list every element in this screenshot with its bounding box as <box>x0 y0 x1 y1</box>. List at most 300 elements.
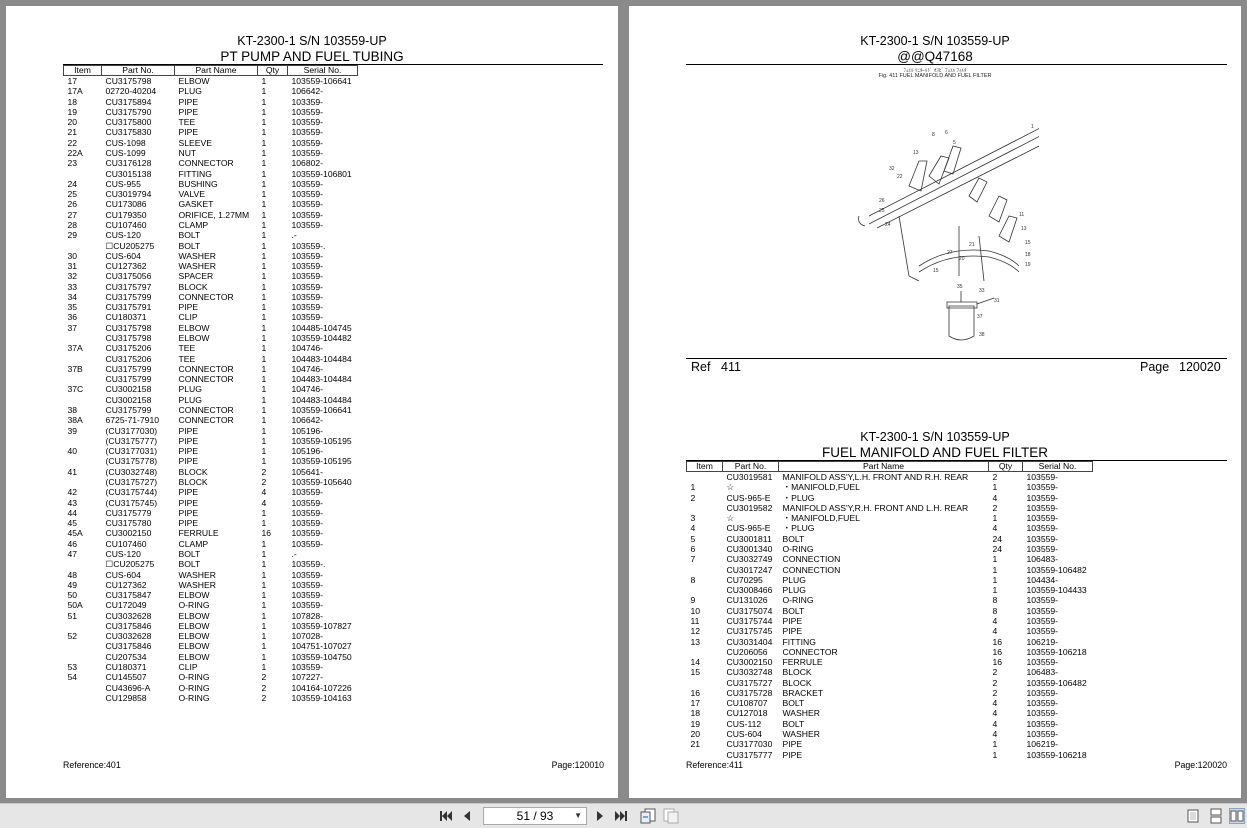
serial-no-cell: 103559- <box>291 106 324 117</box>
part-no-cell: (CU3175777) <box>105 435 158 446</box>
table-row <box>687 637 1093 647</box>
svg-text:5: 5 <box>953 140 956 146</box>
table-row <box>64 179 358 189</box>
part-no-cell: CUS-965-E <box>726 523 771 534</box>
serial-no-cell: 103559- <box>291 538 324 549</box>
part-no-cell: CU3001340 <box>726 543 773 554</box>
table-row <box>64 148 358 158</box>
table-row <box>687 626 1093 636</box>
serial-no-cell: 103559- <box>291 569 324 580</box>
part-name-cell: PIPE <box>178 446 199 457</box>
qty-cell: 4 <box>992 626 998 637</box>
part-no-cell: CUS-604 <box>726 729 762 740</box>
table-row <box>687 729 1093 739</box>
item-cell: 20 <box>690 729 701 740</box>
serial-no-cell: 103559- <box>291 302 324 313</box>
part-name-cell: PIPE <box>178 497 199 508</box>
part-name-cell: BLOCK <box>782 677 812 688</box>
part-name-cell: ・MANIFOLD,FUEL <box>782 482 860 493</box>
col-serial-no: Serial No. <box>1023 462 1093 472</box>
table-row <box>687 616 1093 626</box>
item-cell <box>64 641 102 651</box>
part-name-cell: ELBOW <box>178 76 210 86</box>
part-no-cell: CU173086 <box>105 199 147 210</box>
svg-text:25: 25 <box>879 208 885 214</box>
part-no-cell: CU70295 <box>726 574 763 585</box>
part-name-cell: FERRULE <box>782 657 823 668</box>
part-name-cell: ELBOW <box>178 590 210 601</box>
serial-no-cell: 106642- <box>291 415 324 426</box>
qty-cell: 1 <box>261 127 267 138</box>
serial-no-cell: 103559- <box>291 250 324 261</box>
serial-no-cell: 104485-104745 <box>291 322 352 333</box>
svg-text:20: 20 <box>959 256 965 262</box>
part-no-cell: ☆ <box>726 482 735 493</box>
serial-no-cell: 103559-. <box>291 240 326 251</box>
item-cell: 12 <box>690 626 701 637</box>
part-no-cell: (CU3177030) <box>105 425 158 436</box>
part-no-cell: CU3031404 <box>726 636 773 647</box>
qty-cell: 1 <box>261 538 267 549</box>
part-name-cell: CONNECTOR <box>178 415 234 426</box>
part-no-cell: CU3002150 <box>105 528 152 539</box>
svg-text:33: 33 <box>979 288 985 294</box>
col-part-name: Part Name <box>175 66 258 76</box>
table-row <box>687 667 1093 677</box>
part-name-cell: CONNECTOR <box>178 374 234 385</box>
part-name-cell: SPACER <box>178 271 214 282</box>
qty-cell: 1 <box>261 230 267 241</box>
part-name-cell: FITTING <box>782 636 816 647</box>
part-name-cell: ORIFICE, 1.27MM <box>178 209 250 220</box>
part-no-cell: (CU3177031) <box>105 446 158 457</box>
table-row <box>687 493 1093 503</box>
serial-no-cell: 103559- <box>291 291 324 302</box>
part-no-cell: (CU3175778) <box>105 456 158 467</box>
part-name-cell: WASHER <box>178 569 216 580</box>
item-cell: 17A <box>67 86 83 97</box>
serial-no-cell: 106802- <box>291 158 324 169</box>
table-row <box>687 503 1093 513</box>
part-no-cell: CU3175056 <box>105 271 152 282</box>
serial-no-cell: 103559- <box>291 600 324 611</box>
table-row <box>64 138 358 148</box>
serial-no-cell: 103559- <box>291 662 324 673</box>
serial-no-cell: 107227- <box>291 672 324 683</box>
part-name-cell: CLAMP <box>178 219 209 230</box>
table-row <box>687 472 1093 483</box>
part-name-cell: CLAMP <box>178 538 209 549</box>
part-name-cell: ・MANIFOLD,FUEL <box>782 513 860 524</box>
part-name-cell: TEE <box>178 343 196 354</box>
table-row <box>64 611 358 621</box>
svg-text:24: 24 <box>885 222 891 228</box>
part-no-cell: CU107460 <box>105 538 147 549</box>
item-cell: 10 <box>690 605 701 616</box>
table-row <box>64 117 358 127</box>
qty-cell: 2 <box>261 682 267 693</box>
serial-no-cell: 104751-107027 <box>291 641 352 652</box>
table-row <box>64 477 358 487</box>
part-name-cell: CONNECTOR <box>178 158 234 169</box>
qty-cell: 1 <box>261 261 267 272</box>
col-qty: Qty <box>258 66 288 76</box>
part-no-cell: CU108707 <box>726 698 768 709</box>
item-cell: 44 <box>67 507 78 518</box>
table-row <box>64 333 358 343</box>
part-name-cell: SLEEVE <box>178 137 212 148</box>
part-name-cell: WASHER <box>178 250 216 261</box>
table-row <box>687 595 1093 605</box>
part-name-cell: BLOCK <box>178 281 208 292</box>
serial-no-cell: 103559- <box>1026 595 1059 606</box>
svg-text:15: 15 <box>933 268 939 274</box>
qty-cell: 4 <box>992 698 998 709</box>
serial-no-cell: 103559- <box>1026 687 1059 698</box>
part-no-cell: CU172049 <box>105 600 147 611</box>
qty-cell: 1 <box>261 363 267 374</box>
serial-no-cell: .- <box>291 548 297 559</box>
part-no-cell: CU3019582 <box>726 502 773 513</box>
item-cell: 1 <box>690 482 696 493</box>
qty-cell: 1 <box>261 240 267 251</box>
serial-no-cell: 103559-106218 <box>1026 646 1087 657</box>
serial-no-cell: 103559- <box>1026 482 1059 493</box>
serial-no-cell: 103559-106482 <box>1026 564 1087 575</box>
qty-cell: 1 <box>261 435 267 446</box>
item-cell: 33 <box>67 281 78 292</box>
part-name-cell: PLUG <box>178 394 202 405</box>
item-cell <box>64 354 102 364</box>
part-no-cell: CU3032628 <box>105 610 152 621</box>
item-cell: 30 <box>67 250 78 261</box>
part-name-cell: CONNECTOR <box>178 405 234 415</box>
part-no-cell: CU3032749 <box>726 554 773 565</box>
part-no-cell: CU3019794 <box>105 189 152 200</box>
table-row <box>64 621 358 631</box>
part-name-cell: NUT <box>178 147 197 158</box>
item-cell: 37C <box>67 384 84 395</box>
qty-cell: 2 <box>261 692 267 703</box>
col-item: Item <box>687 462 723 472</box>
table-row <box>64 395 358 405</box>
svg-text:1: 1 <box>1031 124 1034 130</box>
qty-cell: 1 <box>261 250 267 261</box>
item-cell: 31 <box>67 261 78 272</box>
svg-text:19: 19 <box>1025 262 1031 268</box>
table-row <box>64 549 358 559</box>
svg-text:13: 13 <box>1021 226 1027 232</box>
qty-cell: 1 <box>261 446 267 457</box>
item-cell: 47 <box>67 548 78 559</box>
item-cell: 51 <box>67 610 78 621</box>
qty-cell: 1 <box>261 322 267 333</box>
qty-cell: 1 <box>261 610 267 621</box>
serial-no-cell: 104164-107226 <box>291 682 352 693</box>
qty-cell: 1 <box>261 641 267 652</box>
qty-cell: 1 <box>261 384 267 395</box>
part-name-cell: CONNECTOR <box>178 291 234 302</box>
part-name-cell: PIPE <box>178 487 199 498</box>
item-cell <box>687 647 723 657</box>
part-name-cell: BOLT <box>782 718 805 729</box>
part-name-cell: PIPE <box>178 127 199 138</box>
continuous-view-icon[interactable] <box>1208 808 1224 824</box>
part-name-cell: BOLT <box>178 230 201 241</box>
serial-no-cell: 106483- <box>1026 554 1059 565</box>
serial-no-cell: 103559- <box>1026 626 1059 637</box>
item-cell: 22A <box>67 147 83 158</box>
qty-cell: 1 <box>261 425 267 436</box>
part-name-cell: WASHER <box>782 729 820 740</box>
item-cell: 40 <box>67 446 78 457</box>
svg-text:38: 38 <box>979 332 985 338</box>
part-name-cell: BLOCK <box>782 667 812 678</box>
item-cell: 37A <box>67 343 83 354</box>
qty-cell: 24 <box>992 543 1003 554</box>
item-cell: 46 <box>67 538 78 549</box>
col-item: Item <box>64 66 102 76</box>
serial-no-cell: 103559- <box>1026 533 1059 544</box>
part-name-cell: BOLT <box>782 533 805 544</box>
table-row <box>64 662 358 672</box>
table-row <box>64 559 358 569</box>
part-name-cell: BOLT <box>178 240 201 251</box>
right-page-model: KT-2300-1 S/N 103559-UP <box>860 430 1010 444</box>
svg-text:37: 37 <box>977 314 983 320</box>
serial-no-cell: 103559- <box>1026 718 1059 729</box>
qty-cell: 2 <box>992 687 998 698</box>
table-row <box>64 220 358 230</box>
col-serial-no: Serial No. <box>288 66 358 76</box>
part-no-cell: CU3175728 <box>726 687 773 698</box>
serial-no-cell: 103559- <box>1026 513 1059 524</box>
part-name-cell: PIPE <box>178 425 199 436</box>
serial-no-cell: 103559- <box>1026 657 1059 668</box>
part-no-cell: CU131026 <box>726 595 768 606</box>
part-name-cell: FITTING <box>178 168 212 179</box>
svg-text:18: 18 <box>1025 252 1031 258</box>
serial-no-cell: 103559-104750 <box>291 651 352 662</box>
table-row <box>687 565 1093 575</box>
item-cell: 28 <box>67 219 78 230</box>
part-name-cell: CONNECTION <box>782 564 841 575</box>
ref-label: Ref <box>691 360 711 374</box>
serial-no-cell: 104434- <box>1026 574 1059 585</box>
item-cell: 54 <box>67 672 78 683</box>
right-table-header <box>687 462 1093 472</box>
table-row <box>64 292 358 302</box>
two-page-view-icon[interactable] <box>1229 808 1245 824</box>
item-cell <box>64 477 102 487</box>
part-no-cell: CU3019581 <box>726 472 773 482</box>
part-name-cell: O-RING <box>782 595 814 606</box>
item-cell <box>687 503 723 513</box>
part-name-cell: BRACKET <box>782 687 824 698</box>
part-name-cell: PIPE <box>178 106 199 117</box>
part-name-cell: MANIFOLD ASS'Y,L.H. FRONT AND R.H. REAR <box>782 472 969 482</box>
part-no-cell: (CU3175745) <box>105 497 158 508</box>
serial-no-cell: 104483-104484 <box>291 353 352 364</box>
table-row <box>687 482 1093 492</box>
qty-cell: 2 <box>261 466 267 477</box>
qty-cell: 1 <box>261 209 267 220</box>
table-row <box>687 544 1093 554</box>
serial-no-cell: 104746- <box>291 384 324 395</box>
part-no-cell: CU3175074 <box>726 605 773 616</box>
part-name-cell: O-RING <box>178 682 210 693</box>
svg-text:13: 13 <box>913 150 919 156</box>
serial-no-cell: 103559- <box>291 209 324 220</box>
part-no-cell: CUS-965-E <box>726 492 771 503</box>
part-name-cell: BOLT <box>782 605 805 616</box>
single-page-view-icon[interactable] <box>1185 808 1201 824</box>
part-name-cell: ELBOW <box>178 322 210 333</box>
item-cell: 52 <box>67 631 78 642</box>
part-name-cell: ・PLUG <box>782 523 815 534</box>
qty-cell: 2 <box>261 672 267 683</box>
qty-cell: 1 <box>261 548 267 559</box>
left-page-model: KT-2300-1 S/N 103559-UP <box>237 34 387 48</box>
page-number-select[interactable] <box>483 807 587 825</box>
serial-no-cell: 103559- <box>1026 729 1059 740</box>
item-cell <box>64 241 102 251</box>
table-row <box>687 513 1093 523</box>
table-row <box>64 169 358 179</box>
table-row <box>64 282 358 292</box>
table-row <box>64 189 358 199</box>
item-cell: 22 <box>67 137 78 148</box>
table-row <box>687 606 1093 616</box>
prev-page-icon[interactable] <box>459 808 475 824</box>
go-back-icon[interactable] <box>640 808 656 824</box>
table-row <box>64 343 358 353</box>
item-cell: 21 <box>67 127 78 138</box>
table-row <box>64 693 358 703</box>
part-no-cell: CU3176128 <box>105 158 152 169</box>
part-no-cell: CU3002158 <box>105 394 152 405</box>
qty-cell: 1 <box>992 554 998 565</box>
table-row <box>64 374 358 384</box>
part-no-cell: CU3175798 <box>105 322 152 333</box>
part-no-cell: CU3008466 <box>726 585 773 596</box>
serial-no-cell: 103559-106801 <box>291 168 352 179</box>
part-no-cell: CU3175800 <box>105 117 152 128</box>
go-forward-icon[interactable] <box>663 808 679 824</box>
item-cell: 19 <box>690 718 701 729</box>
item-cell: 24 <box>67 178 78 189</box>
serial-no-cell: 103559- <box>291 199 324 210</box>
next-page-icon[interactable] <box>592 808 608 824</box>
part-no-cell: CU145507 <box>105 672 147 683</box>
qty-cell: 4 <box>261 497 267 508</box>
table-row <box>64 158 358 168</box>
item-cell: 36 <box>67 312 78 323</box>
item-cell <box>64 456 102 466</box>
part-name-cell: FERRULE <box>178 528 219 539</box>
qty-cell: 1 <box>992 482 998 493</box>
first-page-icon[interactable] <box>438 808 454 824</box>
part-name-cell: ELBOW <box>178 651 210 662</box>
qty-cell: 1 <box>261 600 267 611</box>
item-cell <box>64 436 102 446</box>
table-row <box>64 364 358 374</box>
table-row <box>64 528 358 538</box>
qty-cell: 1 <box>261 651 267 662</box>
item-cell: 26 <box>67 199 78 210</box>
serial-no-cell: 103559- <box>1026 472 1059 482</box>
item-cell <box>687 565 723 575</box>
table-row <box>64 86 358 96</box>
qty-cell: 1 <box>261 158 267 169</box>
qty-cell: 2 <box>992 502 998 513</box>
left-page-title: PT PUMP AND FUEL TUBING <box>220 49 404 64</box>
part-no-cell: CU3015138 <box>105 168 152 179</box>
part-name-cell: MANIFOLD ASS'Y,R.H. FRONT AND L.H. REAR <box>782 502 969 513</box>
part-no-cell: CU180371 <box>105 662 147 673</box>
item-cell: 17 <box>690 698 701 709</box>
part-no-cell: CUS-604 <box>105 569 141 580</box>
table-row <box>64 127 358 137</box>
part-name-cell: BOLT <box>782 698 805 709</box>
item-cell: 16 <box>690 687 701 698</box>
col-part-name: Part Name <box>779 462 989 472</box>
part-no-cell: (CU3175727) <box>105 476 158 487</box>
serial-no-cell: 104746- <box>291 343 324 354</box>
part-name-cell: O-RING <box>178 600 210 611</box>
part-no-cell: CUS-1099 <box>105 147 146 158</box>
right-top-code: @@Q47168 <box>897 49 973 64</box>
part-no-cell: CU3175798 <box>105 333 152 344</box>
table-row <box>64 415 358 425</box>
qty-cell: 1 <box>261 178 267 189</box>
qty-cell: 1 <box>261 271 267 282</box>
svg-text:8: 8 <box>932 132 935 138</box>
table-row <box>64 539 358 549</box>
qty-cell: 1 <box>261 302 267 313</box>
item-cell: 18 <box>690 708 701 719</box>
table-row <box>64 518 358 528</box>
serial-no-cell: 103559-105195 <box>291 435 352 446</box>
serial-no-cell: 107028- <box>291 631 324 642</box>
qty-cell: 1 <box>261 662 267 673</box>
part-name-cell: WASHER <box>178 261 216 272</box>
svg-text:32: 32 <box>889 166 895 172</box>
item-cell: 35 <box>67 302 78 313</box>
serial-no-cell: 103559-104482 <box>291 333 352 344</box>
part-no-cell: CU3177030 <box>726 739 773 750</box>
table-row <box>64 467 358 477</box>
item-cell <box>64 652 102 662</box>
right-parts-table <box>686 461 1093 760</box>
serial-no-cell: 104483-104484 <box>291 394 352 405</box>
part-no-cell: (CU3175744) <box>105 487 158 498</box>
item-cell: 50 <box>67 590 78 601</box>
qty-cell: 1 <box>261 117 267 128</box>
table-row <box>64 580 358 590</box>
item-cell: 34 <box>67 291 78 302</box>
svg-text:21: 21 <box>969 242 975 248</box>
table-row <box>687 585 1093 595</box>
item-cell: 23 <box>67 158 78 169</box>
qty-cell: 4 <box>992 523 998 534</box>
table-row <box>64 241 358 251</box>
qty-cell: 1 <box>261 415 267 426</box>
last-page-icon[interactable] <box>613 808 629 824</box>
part-no-cell: CU3175846 <box>105 620 152 631</box>
table-row <box>687 698 1093 708</box>
fuel-manifold-diagram <box>849 66 1039 356</box>
